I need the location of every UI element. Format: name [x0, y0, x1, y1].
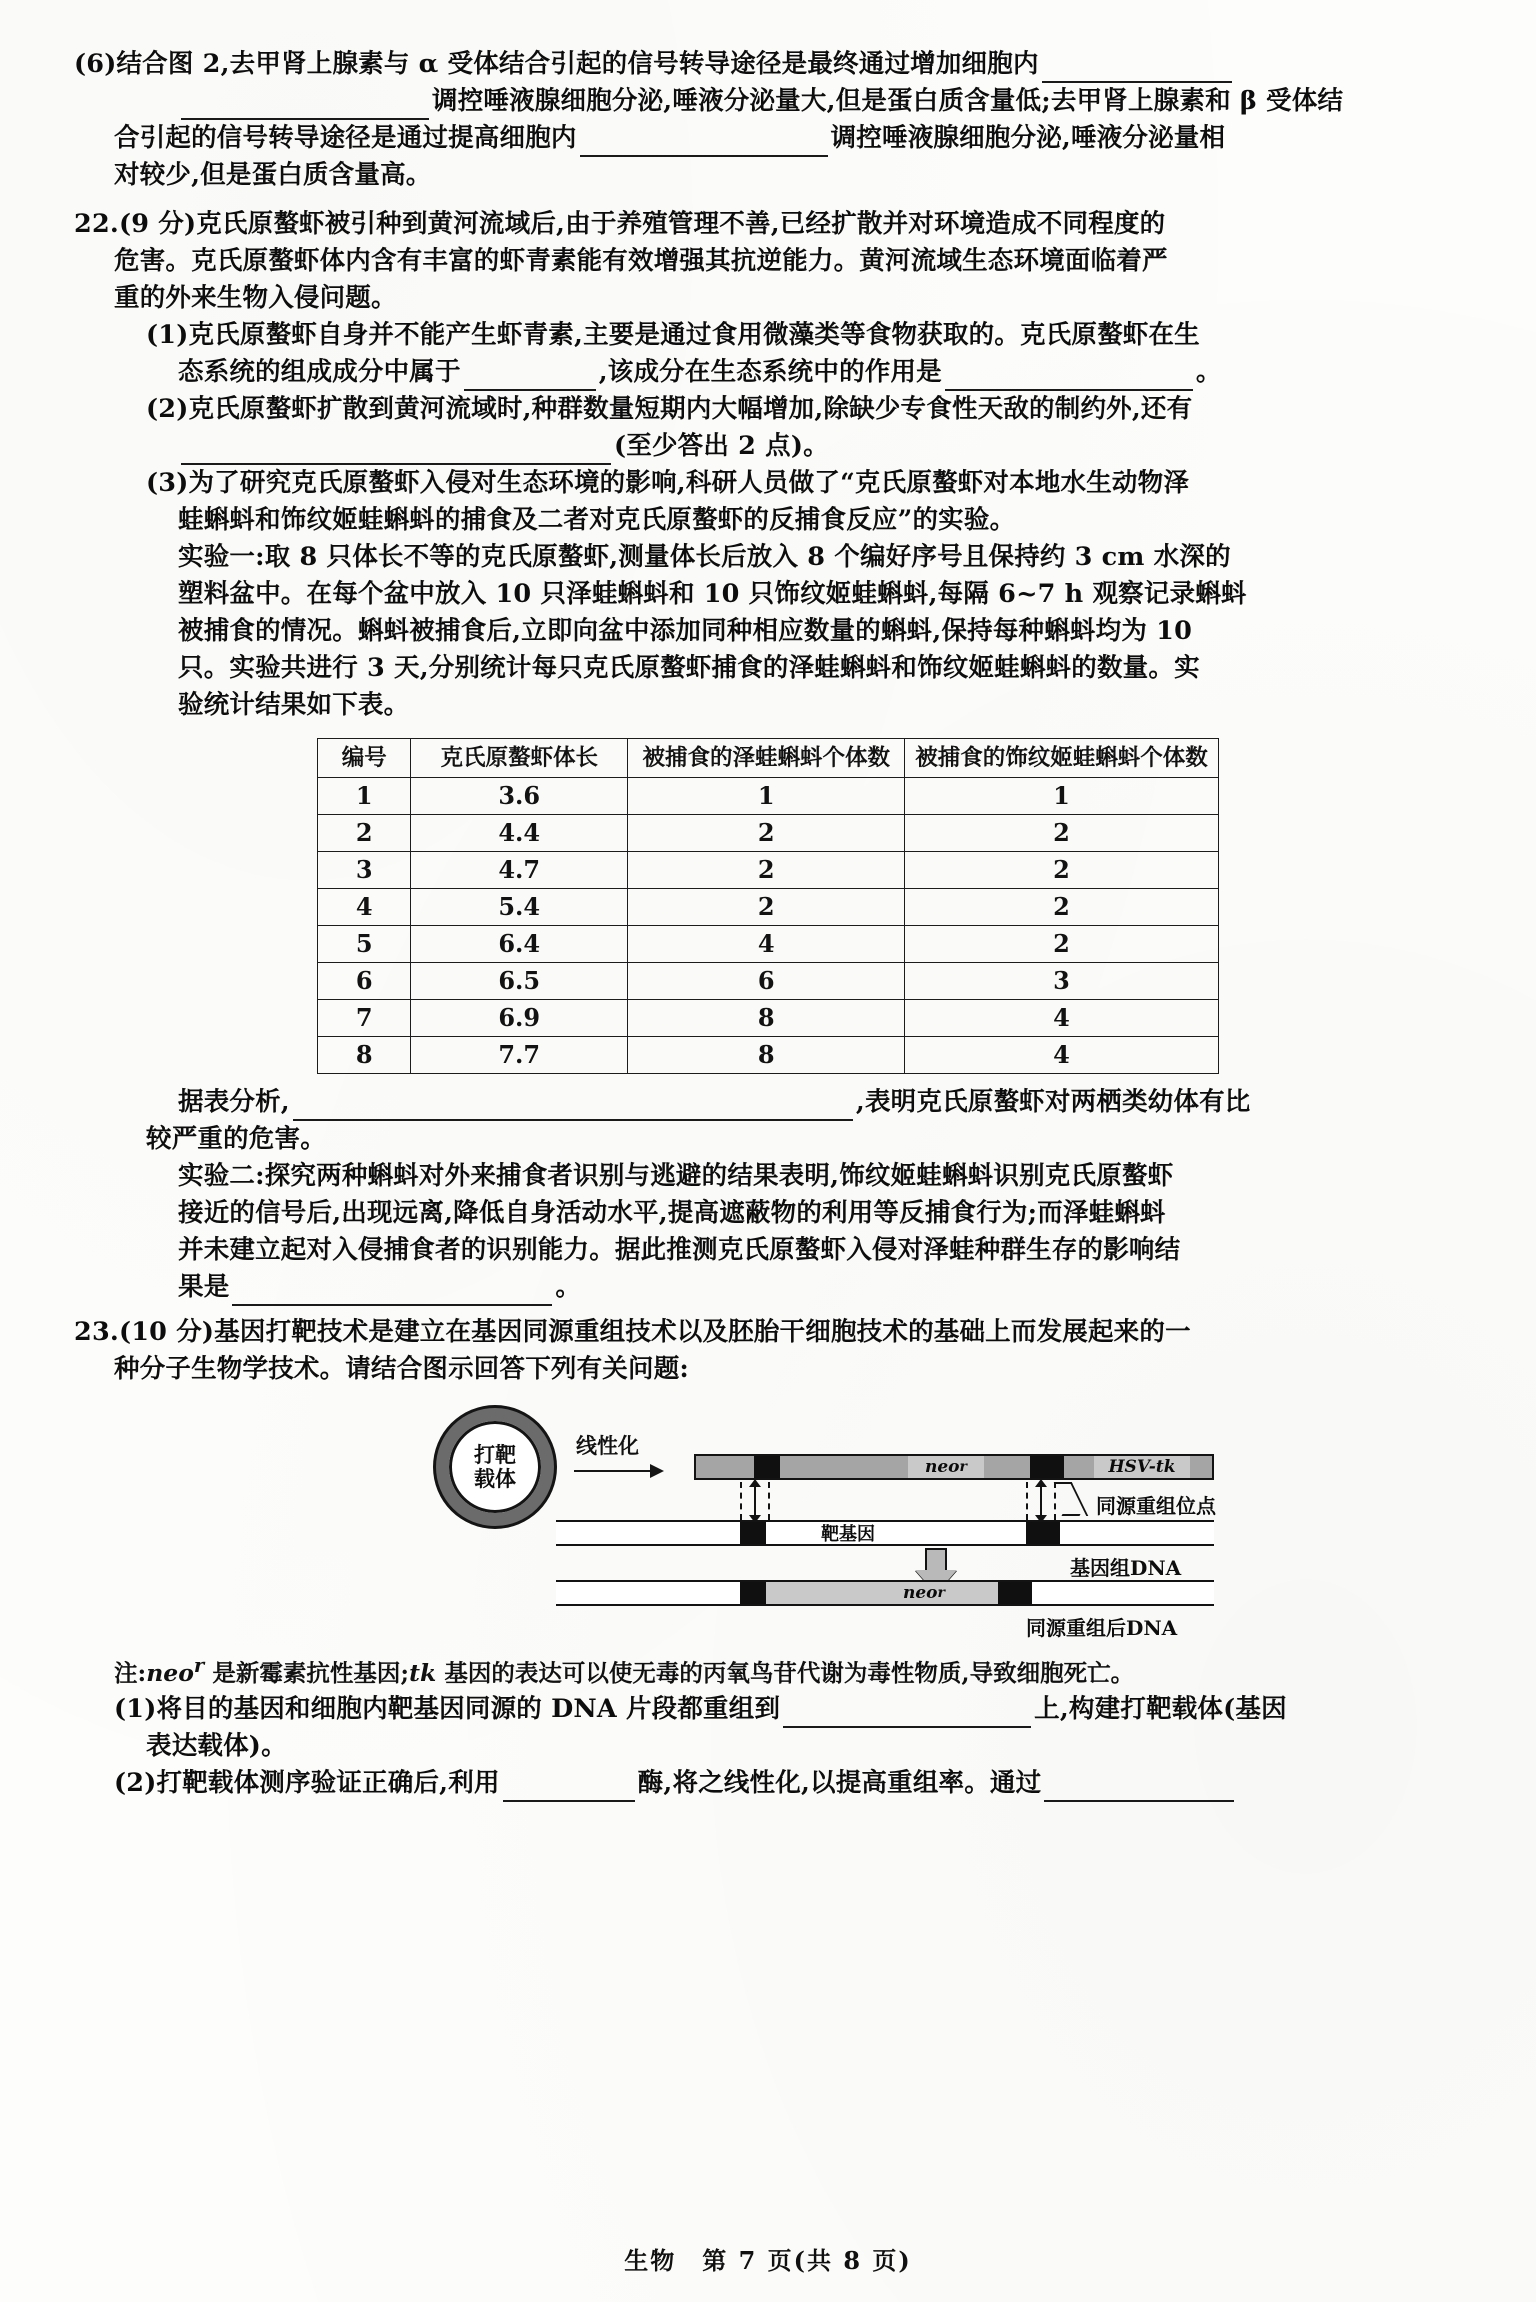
table-cell-ze: 8	[628, 1000, 905, 1037]
table-cell-id: 4	[318, 889, 411, 926]
table-header-cell: 被捕食的饰纹姬蛙蝌蚪个体数	[905, 739, 1219, 778]
q23-stem-line1	[74, 1314, 1462, 1351]
q22-score: (9 分)	[118, 209, 197, 239]
q23-number: 23.	[74, 1317, 119, 1347]
genomic-segment-white-2	[766, 1522, 794, 1544]
table-cell-shi: 1	[905, 778, 1219, 815]
experiment1-text-2: 塑料盆中。在每个盆中放入 10 只泽蛙蝌蚪和 10 只饰纹姬蛙蝌蚪,每隔 6~7 h 观察记录蝌蚪	[178, 579, 1247, 609]
vector-segment-grey-5	[1190, 1456, 1212, 1478]
q23-item2-label: (2)	[114, 1767, 157, 1798]
q21-item6-line3	[74, 120, 1462, 157]
answer-blank[interactable]	[1042, 59, 1232, 83]
experiment2-line2	[74, 1195, 1462, 1232]
q22-after-table-line2	[74, 1121, 1462, 1158]
recomb-inserted-grey-1	[766, 1582, 886, 1604]
q22-item1-line1	[74, 317, 1462, 354]
q22-item3-text-b: 蛙蝌蚪和饰纹姬蛙蝌蚪的捕食及二者对克氏原螯虾的反捕食反应”的实验。	[178, 505, 1016, 535]
q23-stem-b: 种分子生物学技术。请结合图示回答下列有关问题:	[114, 1354, 690, 1384]
neo-gene-label-2: neo	[903, 1583, 938, 1603]
target-gene-label: 靶基因	[821, 1524, 875, 1545]
neo-gene-label: neo	[925, 1457, 960, 1477]
table-cell-ze: 4	[628, 926, 905, 963]
answer-blank[interactable]	[181, 96, 429, 120]
recombined-dna-label: 同源重组后DNA	[1026, 1616, 1178, 1640]
table-cell-ze: 1	[628, 778, 905, 815]
table-cell-ze: 8	[628, 1037, 905, 1074]
footer-page-label: 第 7 页(共 8 页)	[702, 2246, 912, 2275]
q22-item3-line1	[74, 465, 1462, 502]
table-header-row	[318, 739, 1219, 778]
after-table-text-b: ,表明克氏原螯虾对两栖类幼体有比	[855, 1087, 1251, 1117]
homology-arm-black-2	[1030, 1456, 1064, 1478]
recombination-site-chevron-icon	[1062, 1482, 1092, 1516]
recomb-segment-white-2	[1032, 1582, 1214, 1604]
q22-item1-text-b: 态系统的组成成分中属于	[178, 357, 461, 387]
experiment2-text-4: 果是	[178, 1272, 230, 1302]
question-21-carryover	[74, 46, 1462, 194]
table-cell-shi: 3	[905, 963, 1219, 1000]
q22-stem-a: 克氏原螯虾被引种到黄河流域后,由于养殖管理不善,已经扩散并对环境造成不同程度的	[196, 209, 1166, 239]
note-mid: 是新霉素抗性基因;	[204, 1658, 410, 1687]
experiment1-line2	[74, 576, 1462, 613]
note-gene-neo-sup: r	[193, 1654, 205, 1677]
table-cell-shi: 2	[905, 815, 1219, 852]
recomb-homology-black-2	[998, 1582, 1032, 1604]
q23-stem-a: 基因打靶技术是建立在基因同源重组技术以及胚胎干细胞技术的基础上而发展起来的一	[214, 1317, 1191, 1347]
table-row	[318, 1037, 1219, 1074]
q23-item1-text-a: 将目的基因和细胞内靶基因同源的 DNA 片段都重组到	[156, 1693, 781, 1724]
table-row	[318, 889, 1219, 926]
table-cell-len: 6.9	[411, 1000, 628, 1037]
table-row	[318, 852, 1219, 889]
experiment1-text-5: 验统计结果如下表。	[178, 690, 410, 720]
table-cell-len: 5.4	[411, 889, 628, 926]
q23-item1-text-b: 上,构建打靶载体(基因	[1034, 1693, 1287, 1724]
footer-subject: 生物	[624, 2246, 677, 2275]
vector-segment-grey-3	[984, 1456, 1030, 1478]
table-cell-id: 2	[318, 815, 411, 852]
experiment2-text-2: 接近的信号后,出现远离,降低自身活动水平,提高遮蔽物的利用等反捕食行为;而泽蛙蝌蚪	[178, 1198, 1166, 1228]
answer-blank[interactable]	[181, 441, 611, 465]
table-row	[318, 815, 1219, 852]
q23-item2-line1	[74, 1765, 1462, 1802]
question-22	[74, 206, 1462, 1306]
table-cell-ze: 2	[628, 815, 905, 852]
double-arrow-icon	[1040, 1486, 1042, 1516]
hsv-tk-gene-segment	[1094, 1456, 1190, 1478]
q21-item6-line1	[74, 46, 1462, 83]
q22-item1-text-c: ,该成分在生态系统中的作用是	[598, 357, 942, 387]
genomic-homology-black-1	[740, 1522, 766, 1544]
page-footer	[0, 2241, 1536, 2276]
answer-blank[interactable]	[293, 1097, 853, 1121]
recombined-dna-bar	[556, 1580, 1214, 1606]
answer-blank[interactable]	[503, 1778, 635, 1802]
vector-segment-grey-1	[696, 1456, 754, 1478]
answer-blank[interactable]	[1044, 1778, 1234, 1802]
plasmid-label-line2: 载体	[474, 1466, 516, 1491]
table-body	[318, 778, 1219, 1074]
genomic-segment-white-4	[1060, 1522, 1214, 1544]
note-gene-tk: tk	[409, 1658, 437, 1687]
q22-item1-text-a: 克氏原螯虾自身并不能产生虾青素,主要是通过食用微藻类等食物获取的。克氏原螯虾在生	[188, 320, 1200, 350]
answer-blank[interactable]	[464, 367, 596, 391]
q23-item1-line1	[74, 1691, 1462, 1728]
q23-item2-text-b: 酶,将之线性化,以提高重组率。通过	[637, 1767, 1042, 1798]
table-cell-shi: 4	[905, 1037, 1219, 1074]
experiment2-text-5: 。	[555, 1272, 582, 1302]
table-cell-len: 4.7	[411, 852, 628, 889]
table-cell-id: 1	[318, 778, 411, 815]
experiment2-line4	[74, 1269, 1462, 1306]
answer-blank[interactable]	[783, 1704, 1031, 1728]
table-cell-id: 3	[318, 852, 411, 889]
q21-item6-text-d: 调控唾液腺细胞分泌,唾液分泌量相	[830, 123, 1226, 153]
table-row	[318, 1000, 1219, 1037]
question-23	[74, 1314, 1462, 1802]
recomb-segment-white-1	[556, 1582, 740, 1604]
table-cell-len: 7.7	[411, 1037, 628, 1074]
table-cell-len: 6.5	[411, 963, 628, 1000]
table-header-cell: 被捕食的泽蛙蝌蚪个体数	[628, 739, 905, 778]
genomic-segment-white-3	[902, 1522, 1026, 1544]
recomb-inserted-grey-2	[962, 1582, 998, 1604]
q21-item6-line2	[74, 83, 1462, 120]
answer-blank[interactable]	[232, 1282, 552, 1306]
q21-item6-text-e: 对较少,但是蛋白质含量高。	[114, 160, 432, 190]
double-arrow-icon	[754, 1486, 756, 1516]
q21-item6-line4	[74, 157, 1462, 194]
linearization-label: 线性化	[576, 1433, 639, 1458]
q22-stem-line2	[74, 243, 1462, 280]
experiment1-line4	[74, 650, 1462, 687]
neo-gene-superscript: r	[959, 1459, 967, 1475]
q23-item2-text-a: 打靶载体测序验证正确后,利用	[156, 1767, 500, 1798]
q22-after-table-line1	[74, 1084, 1462, 1121]
experiment1-line3	[74, 613, 1462, 650]
q22-stem-c: 重的外来生物入侵问题。	[114, 283, 397, 313]
neo-gene-superscript-2: r	[937, 1585, 945, 1601]
q22-stem-line3	[74, 280, 1462, 317]
table-row	[318, 926, 1219, 963]
vector-segment-grey-2	[780, 1456, 908, 1478]
table-cell-id: 8	[318, 1037, 411, 1074]
note-prefix: 注:	[114, 1658, 147, 1687]
q22-item1-text-d: 。	[1195, 357, 1222, 387]
table-cell-shi: 2	[905, 852, 1219, 889]
experiment2-line3	[74, 1232, 1462, 1269]
table-cell-shi: 4	[905, 1000, 1219, 1037]
neo-gene-segment	[908, 1456, 984, 1478]
q22-number: 22.	[74, 209, 119, 239]
hsv-tk-label: HSV-tk	[1108, 1457, 1176, 1477]
q21-item6-text-a: (6)结合图 2,去甲肾上腺素与 α 受体结合引起的信号转导途径是最终通过增加细胞内	[74, 49, 1039, 79]
target-gene-segment	[794, 1522, 902, 1544]
experiment2-line1	[74, 1158, 1462, 1195]
arrow-right-icon	[574, 1470, 662, 1472]
arrow-shaft	[925, 1548, 947, 1572]
q22-item1-label: (1)	[146, 320, 189, 350]
q23-score: (10 分)	[118, 1317, 215, 1347]
table-header-cell: 编号	[318, 739, 411, 778]
vector-segment-grey-4	[1064, 1456, 1094, 1478]
crossover-marker-left	[740, 1482, 770, 1520]
q22-item2-line2	[74, 428, 1462, 465]
q23-item1-text-c: 表达载体)。	[146, 1730, 287, 1761]
answer-blank[interactable]	[945, 367, 1193, 391]
gene-targeting-diagram	[74, 1402, 1464, 1640]
q22-item3-label: (3)	[146, 468, 189, 498]
q23-item1-line2	[74, 1728, 1462, 1765]
recomb-neo-gene-segment	[886, 1582, 962, 1604]
table-cell-len: 6.4	[411, 926, 628, 963]
q22-item3-text-a: 为了研究克氏原螯虾入侵对生态环境的影响,科研人员做了“克氏原螯虾对本地水生动物泽	[188, 468, 1190, 498]
table-row	[318, 963, 1219, 1000]
note-gene-neo: neo	[146, 1658, 194, 1687]
experiment1-text-3: 被捕食的情况。蝌蚪被捕食后,立即向盆中添加同种相应数量的蝌蚪,保持每种蝌蚪均为 10	[178, 616, 1193, 646]
q23-stem-line2	[74, 1351, 1462, 1388]
genomic-homology-black-2	[1026, 1522, 1060, 1544]
linearized-vector-bar	[694, 1454, 1214, 1480]
answer-blank[interactable]	[580, 133, 828, 157]
crossover-marker-right	[1026, 1482, 1056, 1520]
table-cell-id: 6	[318, 963, 411, 1000]
figure-note	[74, 1648, 1462, 1691]
table-cell-ze: 2	[628, 889, 905, 926]
experiment1-text-4: 只。实验共进行 3 天,分别统计每只克氏原螯虾捕食的泽蛙蝌蚪和饰纹姬蛙蝌蚪的数量。实	[178, 653, 1200, 683]
experiment1-line1	[74, 539, 1462, 576]
table-cell-ze: 6	[628, 963, 905, 1000]
genomic-dna-bar	[556, 1520, 1214, 1546]
table-cell-len: 4.4	[411, 815, 628, 852]
q22-item1-line2	[74, 354, 1462, 391]
q22-item3-line2	[74, 502, 1462, 539]
targeting-vector-plasmid-icon	[436, 1408, 554, 1526]
q22-item2-label: (2)	[146, 394, 189, 424]
q21-item6-text-b: 调控唾液腺细胞分泌,唾液分泌量大,但是蛋白质含量低;去甲肾上腺素和 β 受体结	[432, 86, 1344, 116]
note-tail: 基因的表达可以使无毒的丙氧鸟苷代谢为毒性物质,导致细胞死亡。	[436, 1658, 1135, 1687]
experiment2-text-3: 并未建立起对入侵捕食者的识别能力。据此推测克氏原螯虾入侵对泽蛙种群生存的影响结	[178, 1235, 1181, 1265]
table-row	[318, 778, 1219, 815]
q22-item2-text-a: 克氏原螯虾扩散到黄河流域时,种群数量短期内大幅增加,除缺少专食性天敌的制约外,还有	[188, 394, 1193, 424]
experiment1-line5	[74, 687, 1462, 724]
q22-stem-b: 危害。克氏原螯虾体内含有丰富的虾青素能有效增强其抗逆能力。黄河流域生态环境面临着严	[114, 246, 1168, 276]
genomic-dna-label: 基因组DNA	[1070, 1556, 1182, 1580]
table-cell-shi: 2	[905, 889, 1219, 926]
table-header-cell: 克氏原螯虾体长	[411, 739, 628, 778]
table-cell-ze: 2	[628, 852, 905, 889]
genomic-segment-white-1	[556, 1522, 740, 1544]
after-table-text-c: 较严重的危害。	[146, 1124, 326, 1154]
homology-arm-black-1	[754, 1456, 780, 1478]
q23-item1-label: (1)	[114, 1693, 157, 1724]
q22-item2-text-b: (至少答出 2 点)。	[614, 431, 829, 461]
q22-item2-line1	[74, 391, 1462, 428]
q22-stem-line1	[74, 206, 1462, 243]
recomb-homology-black-1	[740, 1582, 766, 1604]
experiment2-text-1: 实验二:探究两种蝌蚪对外来捕食者识别与逃避的结果表明,饰纹姬蛙蝌蚪识别克氏原螯虾	[178, 1161, 1174, 1191]
recombination-site-label: 同源重组位点	[1096, 1494, 1216, 1518]
experiment1-text-1: 实验一:取 8 只体长不等的克氏原螯虾,测量体长后放入 8 个编好序号且保持约 3 cm 水深的	[178, 542, 1231, 572]
table-cell-id: 7	[318, 1000, 411, 1037]
after-table-text-a: 据表分析,	[178, 1087, 290, 1117]
predation-data-table	[317, 738, 1219, 1074]
table-head	[318, 739, 1219, 778]
q21-item6-text-c: 合引起的信号转导途径是通过提高细胞内	[114, 123, 577, 153]
plasmid-label-line1: 打靶	[474, 1442, 516, 1467]
predation-table-wrapper	[74, 738, 1462, 1074]
table-cell-len: 3.6	[411, 778, 628, 815]
table-cell-id: 5	[318, 926, 411, 963]
table-cell-shi: 2	[905, 926, 1219, 963]
